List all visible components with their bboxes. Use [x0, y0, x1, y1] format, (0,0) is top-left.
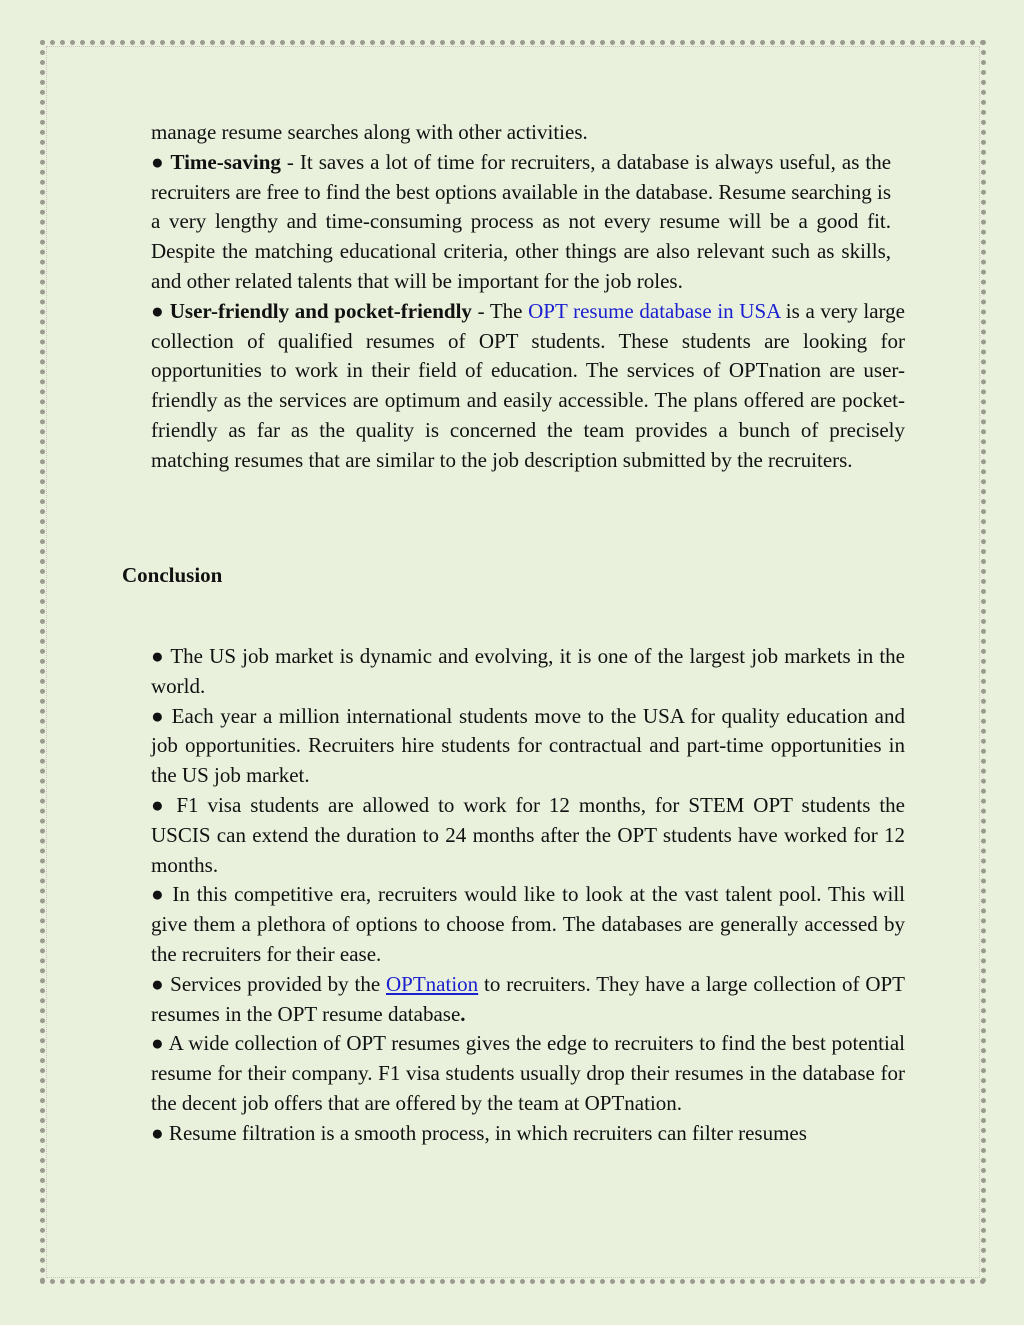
optnation-link[interactable]: OPTnation: [386, 971, 479, 996]
intro-line: manage resume searches along with other activities.: [151, 120, 588, 144]
time-saving-body: - It saves a lot of time for recruiters, a database is always useful, as the recruiters are free to find the best options available in the database. Resume searching is a very lengthy and time-consuming process as not every resume will be a good fit. Despite the matching educational criteria, other things are also relevant such as skills, and other related talents that will be important for the job roles.: [151, 149, 892, 293]
user-friendly-paragraph: [151, 297, 905, 476]
time-saving-title: Time-saving: [170, 149, 281, 174]
user-friendly-title: User-friendly and pocket-friendly: [169, 298, 472, 323]
list-item: ● Resume filtration is a smooth process, in which recruiters can filter resumes: [151, 1120, 807, 1145]
list-item: ● In this competitive era, recruiters would like to look at the vast talent pool. This will give them a plethora of options to choose from. The databases are generally accessed by the recruiters for their ease.: [151, 882, 905, 966]
section-benefits: [151, 118, 905, 476]
conclusion-list: [151, 642, 905, 1149]
bullet: ●: [151, 298, 165, 323]
services-post: to recruiters. They have a large collection of OPT resumes in the OPT resume database: [151, 971, 905, 1026]
time-saving-paragraph: [151, 148, 891, 297]
user-friendly-body: is a very large collection of qualified resumes of OPT students. These students are looking for opportunities to work in their field of education. The services of OPTnation are user-friendly as the services are optimum and easily accessible. The plans offered are pocket-friendly as far as the quality is concerned the team provides a bunch of precisely matching resumes that are similar to the job description submitted by the recruiters.: [151, 298, 905, 472]
opt-resume-database-link[interactable]: OPT resume database in USA: [528, 298, 781, 323]
list-item: ● Each year a million international students move to the USA for quality education and job opportunities. Recruiters hire students for contractual and part-time opportunities in the US job market.: [151, 703, 905, 788]
conclusion-heading: Conclusion: [122, 563, 223, 587]
list-item-services: [151, 970, 905, 1030]
list-item: ● The US job market is dynamic and evolving, it is one of the largest job markets in the world.: [151, 644, 905, 698]
services-pre: ● Services provided by the: [151, 971, 386, 996]
list-item: ● A wide collection of OPT resumes gives the edge to recruiters to find the best potential resume for their company. F1 visa students usually drop their resumes in the database for the decent job offers that are offered by the team at OPTnation.: [151, 1031, 905, 1115]
list-item: ● F1 visa students are allowed to work for 12 months, for STEM OPT students the USCIS can extend the duration to 24 months after the OPT students have worked for 12 months.: [151, 792, 905, 877]
user-friendly-pre: - The: [471, 298, 529, 323]
bullet: ●: [151, 149, 165, 174]
services-end: .: [460, 1001, 466, 1026]
